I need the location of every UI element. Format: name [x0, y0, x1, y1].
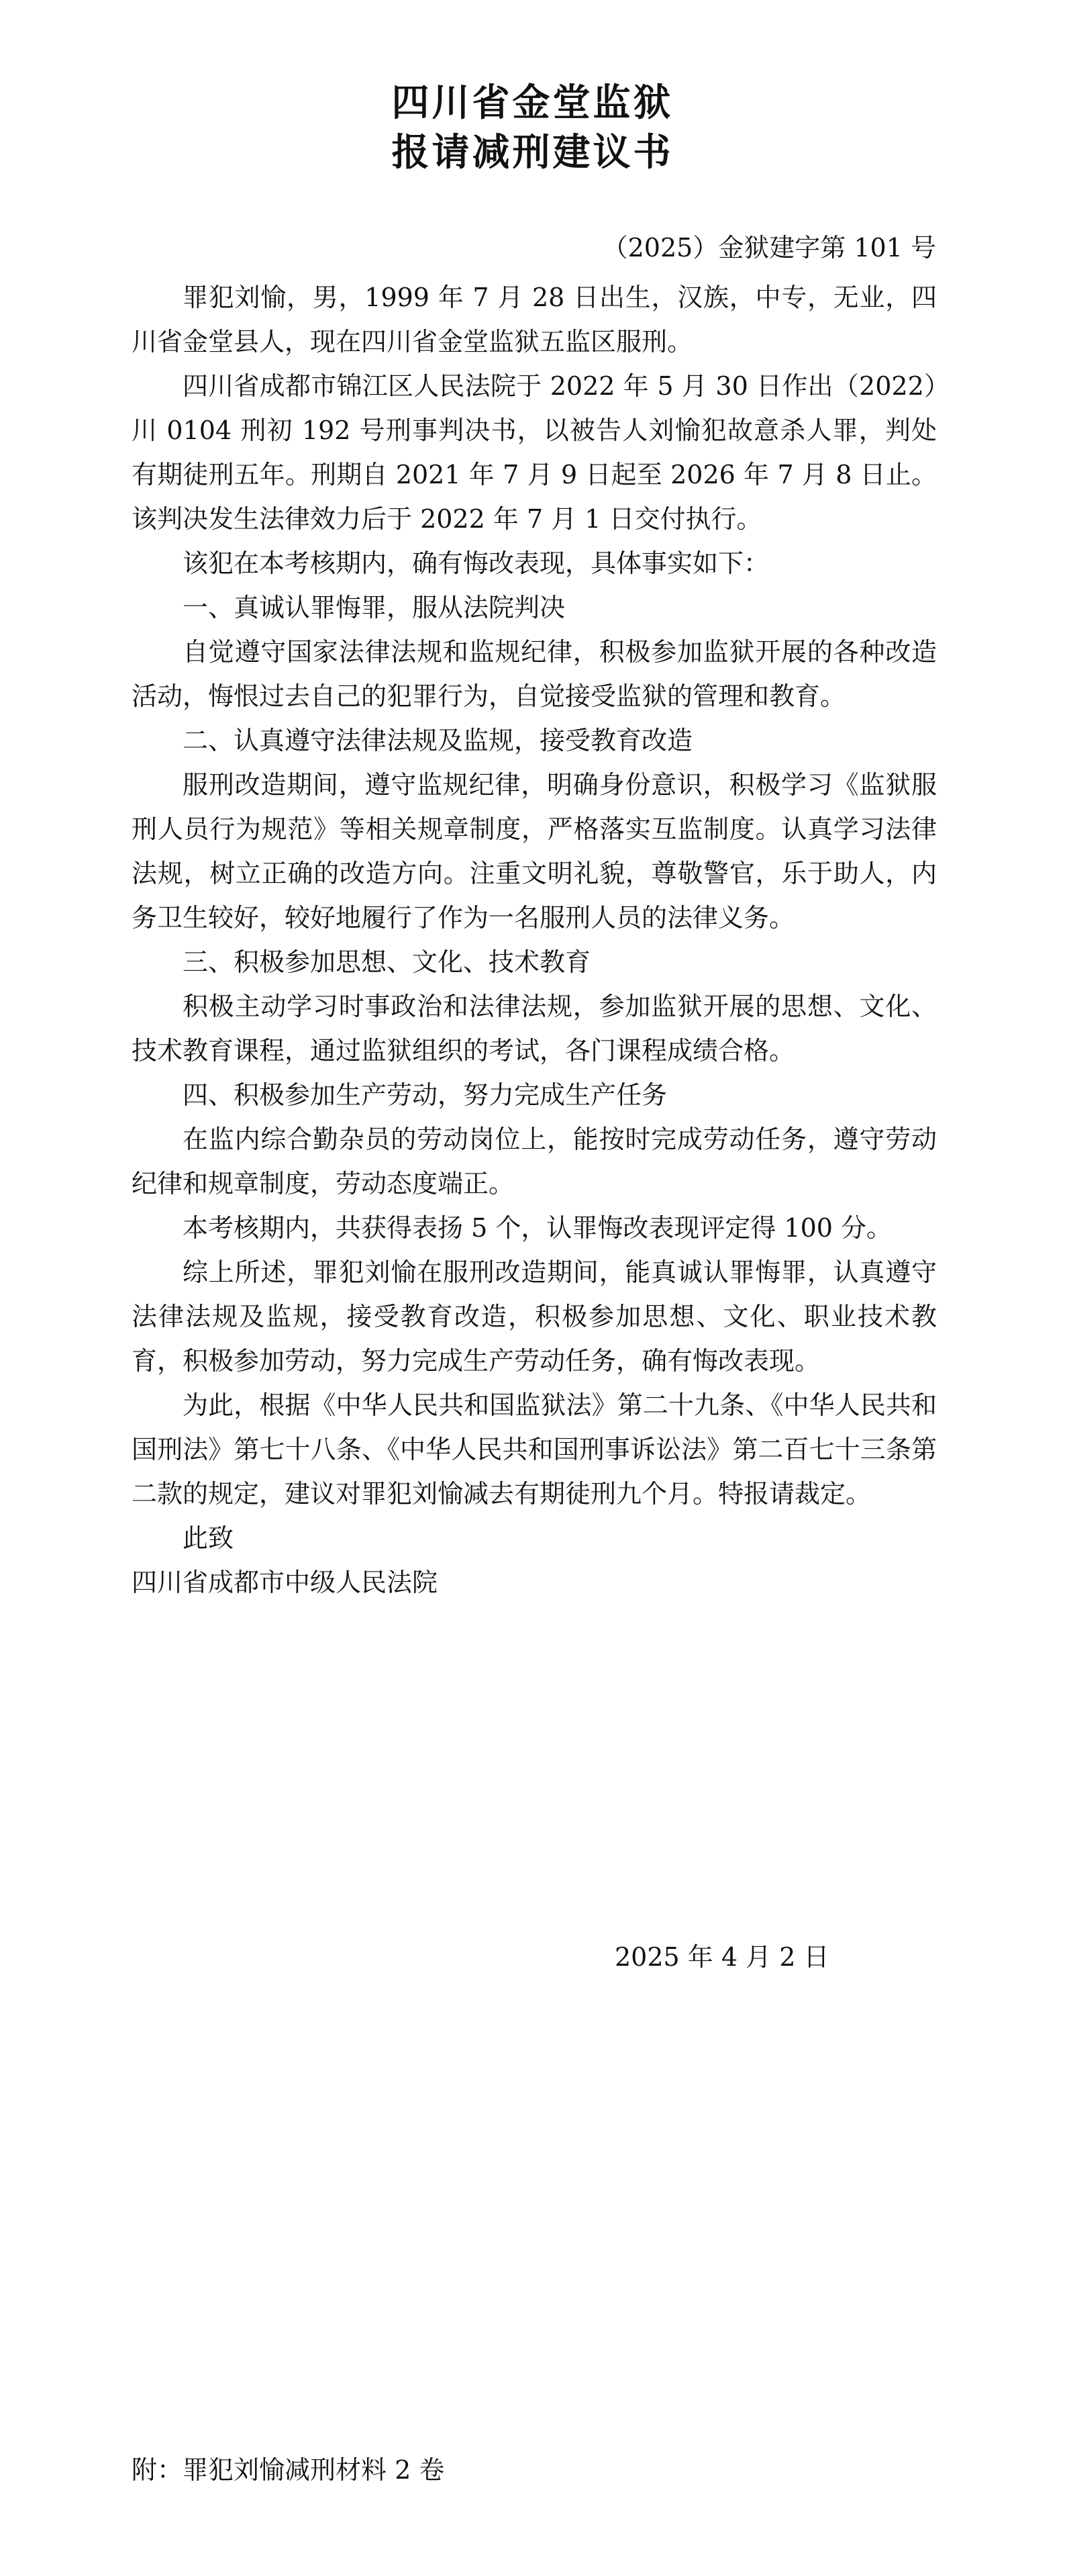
paragraph-summary: 综上所述，罪犯刘愉在服刑改造期间，能真诚认罪悔罪，认真遵守法律法规及监规，接受教育改造，积极参加思想、文化、职业技术教育，积极参加劳动，努力完成生产劳动任务，确有悔改表现。	[132, 1257, 937, 1376]
paragraph-judgment: 四川省成都市锦江区人民法院于 2022 年 5 月 30 日作出（2022）川 0104 刑初 192 号刑事判决书，以被告人刘愉犯故意杀人罪，判处有期徒刑五年。刑期自 2021 年 7 月 9 日起至 2026 年 7 月 8 日止。该判决发生法律效力后于 2022 年 7 月 1 日交付执行。	[132, 371, 937, 534]
heading-section-4: 四、积极参加生产劳动，努力完成生产任务	[183, 1080, 668, 1110]
heading-section-1: 一、真诚认罪悔罪，服从法院判决	[183, 593, 566, 622]
paragraph-section-2: 服刑改造期间，遵守监规纪律，明确身份意识，积极学习《监狱服刑人员行为规范》等相关规章制度，严格落实互监制度。认真学习法律法规，树立正确的改造方向。注重文明礼貌，尊敬警官，乐于助人，内务卫生较好，较好地履行了作为一名服刑人员的法律义务。	[132, 770, 937, 933]
document-date: 2025 年 4 月 2 日	[615, 1942, 829, 1972]
paragraph-intro-facts: 该犯在本考核期内，确有悔改表现，具体事实如下：	[183, 548, 770, 578]
paragraph-section-4: 在监内综合勤杂员的劳动岗位上，能按时完成劳动任务，遵守劳动纪律和规章制度，劳动态度端正。	[132, 1125, 937, 1198]
paragraph-rewards: 本考核期内，共获得表扬 5 个，认罪悔改表现评定得 100 分。	[183, 1213, 893, 1243]
paragraph-legal-basis: 为此，根据《中华人民共和国监狱法》第二十九条、《中华人民共和国刑法》第七十八条、《中华人民共和国刑事诉讼法》第二百七十三条第二款的规定，建议对罪犯刘愉减去有期徒刑九个月。特报请裁定。	[132, 1390, 937, 1509]
recipient-court: 四川省成都市中级人民法院	[132, 1568, 438, 1597]
document-title-issuer: 四川省金堂监狱	[391, 81, 674, 125]
paragraph-salutation: 此致	[183, 1523, 234, 1553]
paragraph-section-1: 自觉遵守国家法律法规和监规纪律，积极参加监狱开展的各种改造活动，悔恨过去自己的犯罪行为，自觉接受监狱的管理和教育。	[132, 637, 937, 711]
document-number: （2025）金狱建字第 101 号	[602, 233, 936, 263]
attachment-note: 附：罪犯刘愉减刑材料 2 卷	[132, 2455, 445, 2485]
heading-section-3: 三、积极参加思想、文化、技术教育	[183, 947, 591, 977]
document-title-type: 报请减刑建议书	[391, 131, 674, 175]
heading-section-2: 二、认真遵守法律法规及监规，接受教育改造	[183, 726, 693, 755]
document-body	[132, 275, 937, 1605]
paragraph-criminal-info: 罪犯刘愉，男，1999 年 7 月 28 日出生，汉族，中专，无业，四川省金堂县人，现在四川省金堂监狱五监区服刑。	[132, 283, 937, 356]
paragraph-section-3: 积极主动学习时事政治和法律法规，参加监狱开展的思想、文化、技术教育课程，通过监狱组织的考试，各门课程成绩合格。	[132, 992, 937, 1065]
